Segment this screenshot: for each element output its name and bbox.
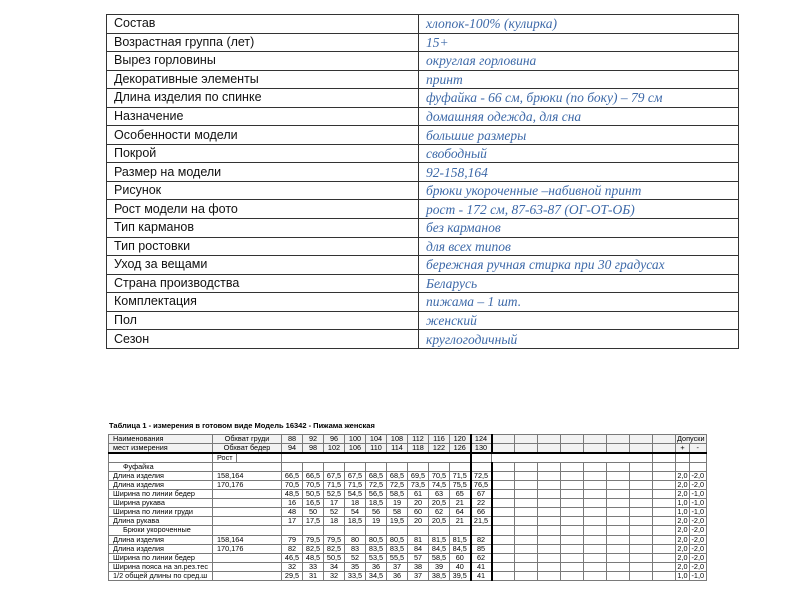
- spec-row: [107, 144, 739, 163]
- measurement-row: [109, 508, 707, 517]
- tolerance-plus-cell: 2,0: [677, 471, 688, 481]
- hip-size-cell: 94: [282, 444, 303, 454]
- size-value-cell: 41: [471, 562, 492, 571]
- size-value-cell: 74,5: [429, 481, 450, 490]
- size-value-cell: 16: [282, 499, 303, 508]
- hip-size-cell: 98: [303, 444, 324, 454]
- spec-value: фуфайка - 66 см, брюки (по боку) – 79 см: [419, 89, 739, 108]
- hip-size-cell: 126: [450, 444, 471, 454]
- size-value-cell: 73,5: [408, 481, 429, 490]
- spec-key: Тип ростовки: [107, 237, 419, 256]
- size-value-cell: 80,5: [387, 535, 408, 544]
- spec-value: большие размеры: [419, 126, 739, 145]
- size-value-cell: 19: [387, 499, 408, 508]
- hip-size-cell: 118: [408, 444, 429, 454]
- spec-value: брюки укороченные –набивной принт: [419, 181, 739, 200]
- size-value-cell: 82,5: [303, 544, 324, 553]
- spec-key: Декоративные элементы: [107, 70, 419, 89]
- measurement-row: [109, 526, 707, 535]
- size-value-cell: 83,5: [366, 544, 387, 553]
- size-value-cell: 60: [408, 508, 429, 517]
- size-value-cell: 53,5: [366, 553, 387, 562]
- spec-key: Длина изделия по спинке: [107, 89, 419, 108]
- size-value-cell: 37: [408, 571, 429, 580]
- size-value-cell: 85: [471, 544, 492, 553]
- tolerance-plus-cell: 2,0: [677, 544, 688, 553]
- spec-key: Тип карманов: [107, 219, 419, 238]
- size-value-cell: 50,5: [324, 553, 345, 562]
- size-value-cell: [471, 463, 492, 472]
- size-value-cell: 39,5: [450, 571, 471, 580]
- measurement-name: Длина изделия: [109, 481, 213, 490]
- rost-cell: [213, 499, 282, 508]
- measurement-row: [109, 490, 707, 499]
- size-value-cell: [471, 526, 492, 535]
- measurement-row: [109, 499, 707, 508]
- size-value-cell: 38: [408, 562, 429, 571]
- spec-key: Назначение: [107, 107, 419, 126]
- size-value-cell: 36: [366, 562, 387, 571]
- size-value-cell: [408, 526, 429, 535]
- measurement-table-title: Таблица 1 - измерения в готовом виде Модель 16342 - Пижама женская: [109, 421, 375, 430]
- tolerance-plus-cell: 2,0: [677, 525, 688, 535]
- tolerance-plus-cell: 2,0: [677, 516, 688, 526]
- rost-cell: [213, 463, 282, 472]
- size-value-cell: 62: [471, 553, 492, 562]
- spec-row: [107, 89, 739, 108]
- hip-size-cell: 102: [324, 444, 345, 454]
- size-value-cell: 67,5: [345, 472, 366, 481]
- tolerance-plus-cell: 2,0: [677, 480, 688, 490]
- size-value-cell: 76,5: [471, 481, 492, 490]
- size-value-cell: 35: [345, 562, 366, 571]
- spec-key: Покрой: [107, 144, 419, 163]
- rost-cell: [213, 571, 282, 580]
- measurement-name: Ширина по линии бедер: [109, 490, 213, 499]
- size-value-cell: [387, 463, 408, 472]
- measurement-name: Длина изделия: [109, 535, 213, 544]
- spec-value: пижама – 1 шт.: [419, 293, 739, 312]
- size-value-cell: 58,5: [429, 553, 450, 562]
- tolerance-minus-cell: -2,0: [691, 553, 705, 562]
- size-value-cell: 22: [471, 499, 492, 508]
- spec-row: [107, 163, 739, 182]
- rost-cell: 170,176: [213, 544, 282, 553]
- size-value-cell: [345, 463, 366, 472]
- tolerance-minus-cell: -2,0: [691, 562, 705, 571]
- measurement-name: Длина изделия: [109, 544, 213, 553]
- spec-key: Вырез горловины: [107, 52, 419, 71]
- spec-row: [107, 52, 739, 71]
- size-value-cell: 33,5: [345, 571, 366, 580]
- size-value-cell: 65: [450, 490, 471, 499]
- spec-value: круглогодичный: [419, 330, 739, 349]
- size-value-cell: 17,5: [303, 517, 324, 526]
- chest-size-cell: 112: [408, 435, 429, 444]
- measurement-row: [109, 535, 707, 544]
- size-value-cell: 60: [450, 553, 471, 562]
- size-value-cell: [282, 526, 303, 535]
- tolerance-minus-cell: -2,0: [691, 516, 705, 526]
- size-value-cell: 82,5: [324, 544, 345, 553]
- tolerance-minus-label: -: [689, 444, 706, 454]
- spec-row: [107, 126, 739, 145]
- size-value-cell: [303, 526, 324, 535]
- spec-row: [107, 200, 739, 219]
- spec-row: [107, 330, 739, 349]
- rost-cell: 158,164: [213, 535, 282, 544]
- size-value-cell: 56: [366, 508, 387, 517]
- size-value-cell: 52: [345, 553, 366, 562]
- spec-key: Размер на модели: [107, 163, 419, 182]
- size-value-cell: 58: [387, 508, 408, 517]
- tolerance-minus-cell: -2,0: [691, 480, 705, 490]
- size-value-cell: 71,5: [324, 481, 345, 490]
- spec-key: Комплектация: [107, 293, 419, 312]
- rost-cell: [213, 526, 282, 535]
- size-value-cell: 46,5: [282, 553, 303, 562]
- measurement-name: Длина изделия: [109, 472, 213, 481]
- size-value-cell: 58,5: [387, 490, 408, 499]
- measurement-row: [109, 544, 707, 553]
- tolerance-plus-cell: 2,0: [677, 562, 688, 571]
- size-value-cell: 21,5: [471, 517, 492, 526]
- chest-size-cell: 88: [282, 435, 303, 444]
- size-value-cell: 52,5: [324, 490, 345, 499]
- chest-size-cell: 124: [471, 435, 492, 444]
- size-value-cell: 29,5: [282, 571, 303, 580]
- tolerance-minus-cell: -2,0: [691, 535, 705, 544]
- tolerance-plus-cell: 1,0: [677, 571, 688, 580]
- hip-size-cell: 110: [366, 444, 387, 454]
- spec-value: 15+: [419, 33, 739, 52]
- size-value-cell: 21: [450, 517, 471, 526]
- chest-size-cell: 104: [366, 435, 387, 444]
- spec-row: [107, 15, 739, 34]
- size-value-cell: 20: [408, 499, 429, 508]
- size-value-cell: [303, 463, 324, 472]
- header-name-label: мест измерения: [109, 444, 213, 454]
- spec-key: Уход за вещами: [107, 256, 419, 275]
- size-value-cell: 55,5: [387, 553, 408, 562]
- size-value-cell: 40: [450, 562, 471, 571]
- size-value-cell: [282, 463, 303, 472]
- size-value-cell: [450, 463, 471, 472]
- size-value-cell: 20: [408, 517, 429, 526]
- size-value-cell: 21: [450, 499, 471, 508]
- size-value-cell: 72,5: [366, 481, 387, 490]
- tolerance-plus-cell: 2,0: [677, 489, 688, 499]
- tolerance-minus-cell: -2,0: [691, 525, 705, 535]
- tolerance-plus-cell: 1,0: [677, 507, 688, 517]
- size-value-cell: 18,5: [345, 517, 366, 526]
- size-value-cell: 67,5: [324, 472, 345, 481]
- spec-key: Рисунок: [107, 181, 419, 200]
- size-value-cell: [324, 463, 345, 472]
- size-value-cell: 80: [345, 535, 366, 544]
- measurement-row: [109, 472, 707, 481]
- spec-row: [107, 70, 739, 89]
- chest-size-cell: 96: [324, 435, 345, 444]
- tolerance-plus-cell: [676, 463, 690, 472]
- header-row-hips: [109, 444, 707, 454]
- size-value-cell: 62: [429, 508, 450, 517]
- measurement-row: [109, 517, 707, 526]
- size-value-cell: 48,5: [303, 553, 324, 562]
- size-value-cell: 69,5: [408, 472, 429, 481]
- size-value-cell: 70,5: [303, 481, 324, 490]
- spec-value: принт: [419, 70, 739, 89]
- size-value-cell: 71,5: [450, 472, 471, 481]
- size-value-cell: 38,5: [429, 571, 450, 580]
- size-value-cell: 18,5: [366, 499, 387, 508]
- chest-girth-label: Обхват груди: [213, 435, 282, 444]
- size-value-cell: 70,5: [429, 472, 450, 481]
- size-value-cell: [366, 463, 387, 472]
- size-value-cell: 19,5: [387, 517, 408, 526]
- size-value-cell: 75,5: [450, 481, 471, 490]
- size-value-cell: 33: [303, 562, 324, 571]
- spec-value: без карманов: [419, 219, 739, 238]
- chest-size-cell: 116: [429, 435, 450, 444]
- size-value-cell: 41: [471, 571, 492, 580]
- measurement-name: Ширина по линии груди: [109, 508, 213, 517]
- size-value-cell: 48: [282, 508, 303, 517]
- size-value-cell: 34: [324, 562, 345, 571]
- spec-key: Возрастная группа (лет): [107, 33, 419, 52]
- measurement-name: Ширина рукава: [109, 499, 213, 508]
- spec-value: округлая горловина: [419, 52, 739, 71]
- size-value-cell: 56,5: [366, 490, 387, 499]
- size-value-cell: 72,5: [471, 472, 492, 481]
- tolerance-minus-cell: [689, 463, 706, 472]
- measurement-name: Фуфайка: [109, 463, 213, 472]
- size-value-cell: 81,5: [429, 535, 450, 544]
- size-value-cell: 84: [408, 544, 429, 553]
- measurement-name: Ширина по линии бедер: [109, 553, 213, 562]
- spec-value: женский: [419, 311, 739, 330]
- size-value-cell: 32: [282, 562, 303, 571]
- size-value-cell: 70,5: [282, 481, 303, 490]
- size-value-cell: 79,5: [324, 535, 345, 544]
- size-value-cell: 20,5: [429, 517, 450, 526]
- chest-size-cell: 100: [345, 435, 366, 444]
- spec-value: 92-158,164: [419, 163, 739, 182]
- size-value-cell: 17: [282, 517, 303, 526]
- header-row-chest: [109, 435, 707, 444]
- spec-value: Беларусь: [419, 274, 739, 293]
- spec-value: домашняя одежда, для сна: [419, 107, 739, 126]
- measurement-row: [109, 562, 707, 571]
- spec-row: [107, 33, 739, 52]
- size-value-cell: [450, 526, 471, 535]
- spec-row: [107, 181, 739, 200]
- measurement-table: [108, 434, 707, 581]
- measurement-row: [109, 571, 707, 580]
- hip-size-cell: 130: [471, 444, 492, 454]
- size-value-cell: 66,5: [303, 472, 324, 481]
- size-value-cell: 71,5: [345, 481, 366, 490]
- header-name-label: Наименования: [109, 435, 213, 444]
- rost-cell: 158,164: [213, 472, 282, 481]
- size-value-cell: 37: [387, 562, 408, 571]
- size-value-cell: 81,5: [450, 535, 471, 544]
- chest-size-cell: 120: [450, 435, 471, 444]
- size-value-cell: [366, 526, 387, 535]
- hip-size-cell: 114: [387, 444, 408, 454]
- tolerance-plus-cell: 2,0: [677, 553, 688, 562]
- hip-girth-label: Обхват бедер: [213, 444, 282, 454]
- size-value-cell: 52: [324, 508, 345, 517]
- size-value-cell: 79,5: [303, 535, 324, 544]
- size-value-cell: 61: [408, 490, 429, 499]
- size-value-cell: 68,5: [387, 472, 408, 481]
- size-value-cell: 82: [471, 535, 492, 544]
- spec-key: Сезон: [107, 330, 419, 349]
- chest-size-cell: 108: [387, 435, 408, 444]
- product-spec-table: [106, 14, 739, 349]
- spec-row: [107, 107, 739, 126]
- spec-value: хлопок-100% (кулирка): [419, 15, 739, 34]
- hip-size-cell: 122: [429, 444, 450, 454]
- size-value-cell: 82: [282, 544, 303, 553]
- size-value-cell: 17: [324, 499, 345, 508]
- chest-size-cell: 92: [303, 435, 324, 444]
- size-value-cell: 83: [345, 544, 366, 553]
- size-value-cell: 68,5: [366, 472, 387, 481]
- spec-row: [107, 237, 739, 256]
- size-value-cell: 39: [429, 562, 450, 571]
- size-value-cell: 19: [366, 517, 387, 526]
- size-value-cell: [324, 526, 345, 535]
- tolerance-minus-cell: -1,0: [691, 507, 705, 517]
- spec-row: [107, 219, 739, 238]
- size-value-cell: 84,5: [450, 544, 471, 553]
- spec-value: для всех типов: [419, 237, 739, 256]
- spec-key: Страна производства: [107, 274, 419, 293]
- spec-value: бережная ручная стирка при 30 градусах: [419, 256, 739, 275]
- size-value-cell: 57: [408, 553, 429, 562]
- size-value-cell: 66: [471, 508, 492, 517]
- size-value-cell: 34,5: [366, 571, 387, 580]
- rost-header-row: [109, 453, 707, 463]
- spec-row: [107, 293, 739, 312]
- rost-cell: 170,176: [213, 481, 282, 490]
- tolerance-minus-cell: -2,0: [691, 544, 705, 553]
- measurement-row: [109, 553, 707, 562]
- size-value-cell: [408, 463, 429, 472]
- spec-row: [107, 274, 739, 293]
- tolerance-minus-cell: -1,0: [691, 571, 705, 580]
- size-value-cell: 16,5: [303, 499, 324, 508]
- rost-label: Рост: [213, 453, 237, 463]
- size-value-cell: 18: [345, 499, 366, 508]
- size-value-cell: 66,5: [282, 472, 303, 481]
- tolerance-plus-cell: 1,0: [677, 498, 688, 508]
- size-value-cell: 81: [408, 535, 429, 544]
- tolerance-plus-label: +: [676, 444, 690, 454]
- size-value-cell: [429, 463, 450, 472]
- measurement-name: Ширина пояса на эл.рез.тес: [109, 562, 213, 571]
- size-value-cell: 67: [471, 490, 492, 499]
- hip-size-cell: 106: [345, 444, 366, 454]
- tolerance-plus-cell: 2,0: [677, 535, 688, 544]
- size-value-cell: 32: [324, 571, 345, 580]
- spec-value: свободный: [419, 144, 739, 163]
- size-value-cell: 84,5: [429, 544, 450, 553]
- measurement-name: Брюки укороченные: [109, 526, 213, 535]
- size-value-cell: 48,5: [282, 490, 303, 499]
- spec-key: Состав: [107, 15, 419, 34]
- spec-row: [107, 311, 739, 330]
- tolerance-minus-cell: -2,0: [691, 471, 705, 481]
- size-value-cell: 31: [303, 571, 324, 580]
- size-value-cell: 20,5: [429, 499, 450, 508]
- size-value-cell: 83,5: [387, 544, 408, 553]
- spec-row: [107, 256, 739, 275]
- size-value-cell: 64: [450, 508, 471, 517]
- spec-key: Особенности модели: [107, 126, 419, 145]
- size-value-cell: 63: [429, 490, 450, 499]
- spec-key: Пол: [107, 311, 419, 330]
- size-value-cell: 54,5: [345, 490, 366, 499]
- rost-cell: [213, 562, 282, 571]
- size-value-cell: 72,5: [387, 481, 408, 490]
- tolerance-minus-cell: -1,0: [691, 498, 705, 508]
- size-value-cell: 80,5: [366, 535, 387, 544]
- tolerance-minus-cell: -1,0: [691, 489, 705, 499]
- size-value-cell: 54: [345, 508, 366, 517]
- size-value-cell: [429, 526, 450, 535]
- size-value-cell: [387, 526, 408, 535]
- measurement-row: [109, 463, 707, 472]
- size-value-cell: 18: [324, 517, 345, 526]
- rost-cell: [213, 508, 282, 517]
- rost-cell: [213, 490, 282, 499]
- spec-value: рост - 172 см, 87-63-87 (ОГ-ОТ-ОБ): [419, 200, 739, 219]
- rost-cell: [213, 517, 282, 526]
- measurement-name: 1/2 общей длины по сред.ш: [109, 571, 213, 580]
- size-value-cell: 50: [303, 508, 324, 517]
- size-value-cell: 50,5: [303, 490, 324, 499]
- spec-key: Рост модели на фото: [107, 200, 419, 219]
- measurement-name: Длина рукава: [109, 517, 213, 526]
- size-value-cell: 36: [387, 571, 408, 580]
- measurement-row: [109, 481, 707, 490]
- size-value-cell: [345, 526, 366, 535]
- tolerance-label: Допуски: [677, 434, 705, 444]
- rost-cell: [213, 553, 282, 562]
- size-value-cell: 79: [282, 535, 303, 544]
